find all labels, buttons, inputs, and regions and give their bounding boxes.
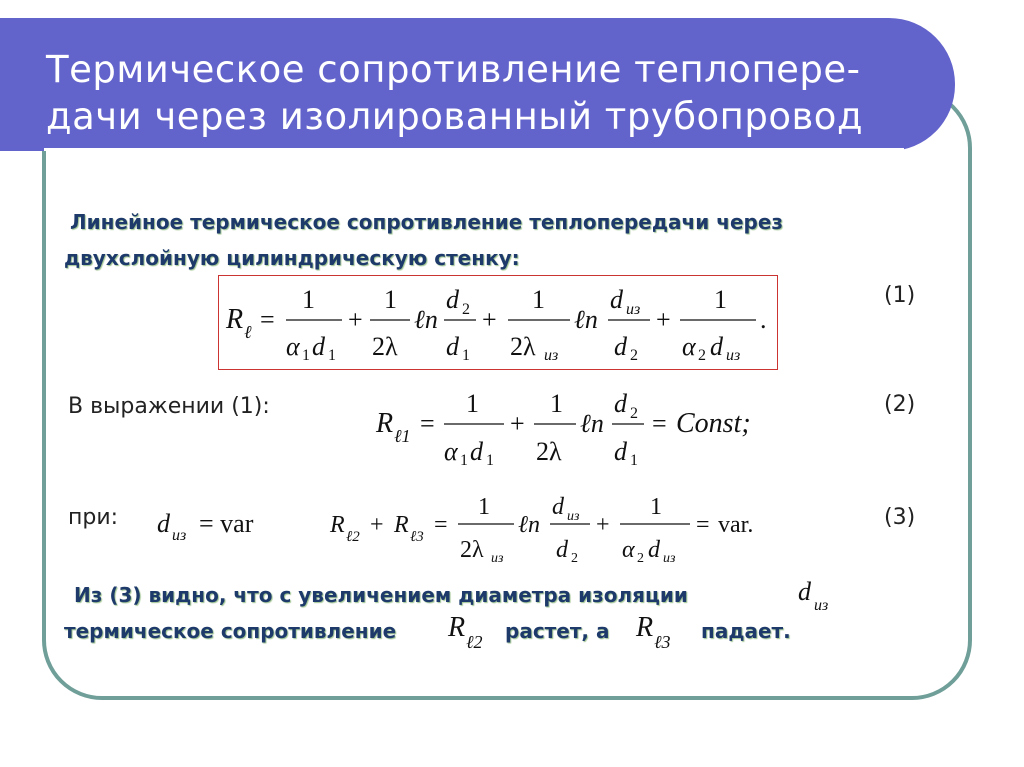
eq1-f3-den: d	[446, 332, 459, 361]
eq3-f2-num-sub: из	[567, 509, 580, 524]
eq2-f3-den-sub: 1	[630, 452, 638, 469]
formula-1	[220, 278, 778, 368]
inline-d: d	[798, 577, 811, 606]
eq3-plus-b: +	[596, 512, 610, 538]
eq2-f2-num: 1	[550, 389, 563, 418]
eq3-lhs2-sub: ℓ3	[410, 529, 424, 545]
eq3-plus-a: +	[370, 512, 384, 538]
eq2-rhs: Const;	[676, 408, 751, 439]
eq1-lhs-sub: ℓ	[244, 322, 252, 342]
eq1-f4-num: 1	[532, 285, 545, 314]
eq2-plus: +	[510, 409, 525, 438]
eq3-f1-den-sub: из	[491, 551, 504, 566]
inline-r-l2	[446, 604, 498, 656]
eq1-f2-den: 2λ	[372, 332, 398, 361]
eq3-f3-den-d-sub: из	[663, 551, 676, 566]
eq-number-2: (2)	[884, 392, 916, 417]
eq3-lhs1-sub: ℓ2	[346, 529, 360, 545]
eq2-lhs: R	[376, 408, 394, 439]
eq3-lhs2: R	[394, 512, 409, 538]
eq3-f3-den-a: α	[622, 537, 635, 563]
slide-title	[46, 46, 926, 140]
eq2-f1-num: 1	[466, 389, 479, 418]
eq3-f2-den-sub: 2	[571, 551, 578, 566]
eq1-f5-den: d	[614, 332, 627, 361]
eq3-f1-den: 2λ	[460, 537, 484, 563]
eq1-plus-1: +	[348, 305, 363, 334]
eq1-f6-den-d: d	[710, 332, 723, 361]
eq3-eq: =	[434, 512, 448, 538]
eq3-f3-den-d: d	[648, 537, 660, 563]
eq2-f3-num-sub: 2	[630, 405, 638, 422]
title-line-1: Термическое сопротивление теплопере-	[46, 48, 861, 91]
eq1-f1-num: 1	[302, 285, 315, 314]
eq-number-1: (1)	[884, 283, 916, 308]
eq1-f5-num-sub: из	[626, 301, 641, 318]
intro-line-2: двухслойную цилиндрическую стенку:	[64, 246, 520, 270]
eq1-f1-den-a-sub: 1	[302, 347, 310, 364]
eq3-f2-num: d	[552, 494, 564, 520]
dvar-sub: из	[172, 527, 187, 544]
title-bar	[0, 18, 955, 151]
conclusion-part-2: термическое сопротивление	[64, 619, 397, 643]
eq2-f1-den-a-sub: 1	[460, 452, 468, 469]
inline-r2: R	[448, 612, 466, 643]
conclusion-part-4: падает.	[701, 619, 791, 643]
eq1-f3-num-sub: 2	[462, 301, 470, 318]
eq1-f3-num: d	[446, 285, 459, 314]
eq3-f3-den-a-sub: 2	[637, 551, 644, 566]
eq1-f2-num: 1	[384, 285, 397, 314]
title-underline	[44, 148, 904, 151]
conclusion-part-3: растет, а	[505, 619, 610, 643]
dvar-rhs: = var	[199, 509, 254, 538]
conclusion-part-1: Из (3) видно, что с увеличением диаметра изоляции	[74, 583, 688, 607]
expression-label: В выражении (1):	[68, 394, 270, 419]
eq3-f1-num: 1	[478, 494, 490, 520]
eq3-eq2: =	[696, 512, 710, 538]
eq1-f4-den: 2λ	[510, 332, 536, 361]
eq1-end: .	[760, 305, 767, 334]
intro-line-1: Линейное термическое сопротивление теплопередачи через	[70, 210, 784, 234]
eq3-f2-den: d	[556, 537, 568, 563]
eq3-ln: ℓn	[518, 512, 540, 538]
inline-r3-sub: ℓ3	[654, 632, 671, 652]
eq2-f1-den-d: d	[470, 437, 483, 466]
eq3-rhs: var.	[718, 512, 754, 538]
formula-3	[328, 490, 788, 570]
eq2-f3-num: d	[614, 389, 627, 418]
eq1-f6-den-d-sub: из	[726, 347, 741, 364]
eq2-f1-den-a: α	[444, 437, 458, 466]
eq3-lhs1: R	[330, 512, 345, 538]
eq1-plus-2: +	[482, 305, 497, 334]
eq1-f1-den-a: α	[286, 332, 300, 361]
inline-d-iz	[796, 572, 852, 620]
eq1-f5-den-sub: 2	[630, 347, 638, 364]
eq2-f3-den: d	[614, 437, 627, 466]
eq1-plus-3: +	[656, 305, 671, 334]
eq1-ln-2: ℓn	[574, 305, 598, 334]
eq2-ln: ℓn	[580, 409, 604, 438]
eq1-lhs: R	[226, 304, 244, 335]
eq1-f6-den-a-sub: 2	[698, 347, 706, 364]
eq1-f6-num: 1	[714, 285, 727, 314]
eq2-f2-den: 2λ	[536, 437, 562, 466]
eq1-f1-den-d: d	[312, 332, 325, 361]
eq2-eq: =	[420, 409, 435, 438]
eq1-f4-den-sub: из	[544, 347, 559, 364]
formula-d-var	[155, 500, 285, 550]
eq2-lhs-sub: ℓ1	[394, 426, 411, 446]
inline-r-l3	[634, 604, 686, 656]
title-line-2: дачи через изолированный трубопровод	[46, 95, 864, 138]
inline-r3: R	[636, 612, 654, 643]
formula-2	[370, 386, 790, 476]
when-label: при:	[68, 505, 119, 530]
eq2-f1-den-d-sub: 1	[486, 452, 494, 469]
eq1-eq: =	[260, 305, 275, 334]
eq1-f3-den-sub: 1	[462, 347, 470, 364]
inline-r2-sub: ℓ2	[466, 632, 483, 652]
eq2-eq2: =	[652, 409, 667, 438]
dvar-d: d	[157, 509, 170, 538]
eq1-f6-den-a: α	[682, 332, 696, 361]
inline-d-sub: из	[814, 597, 829, 614]
intro-text	[64, 204, 904, 276]
eq1-ln-1: ℓn	[414, 305, 438, 334]
eq3-f3-num: 1	[650, 494, 662, 520]
eq1-f1-den-d-sub: 1	[328, 347, 336, 364]
eq1-f5-num: d	[610, 285, 623, 314]
eq-number-3: (3)	[884, 505, 916, 530]
